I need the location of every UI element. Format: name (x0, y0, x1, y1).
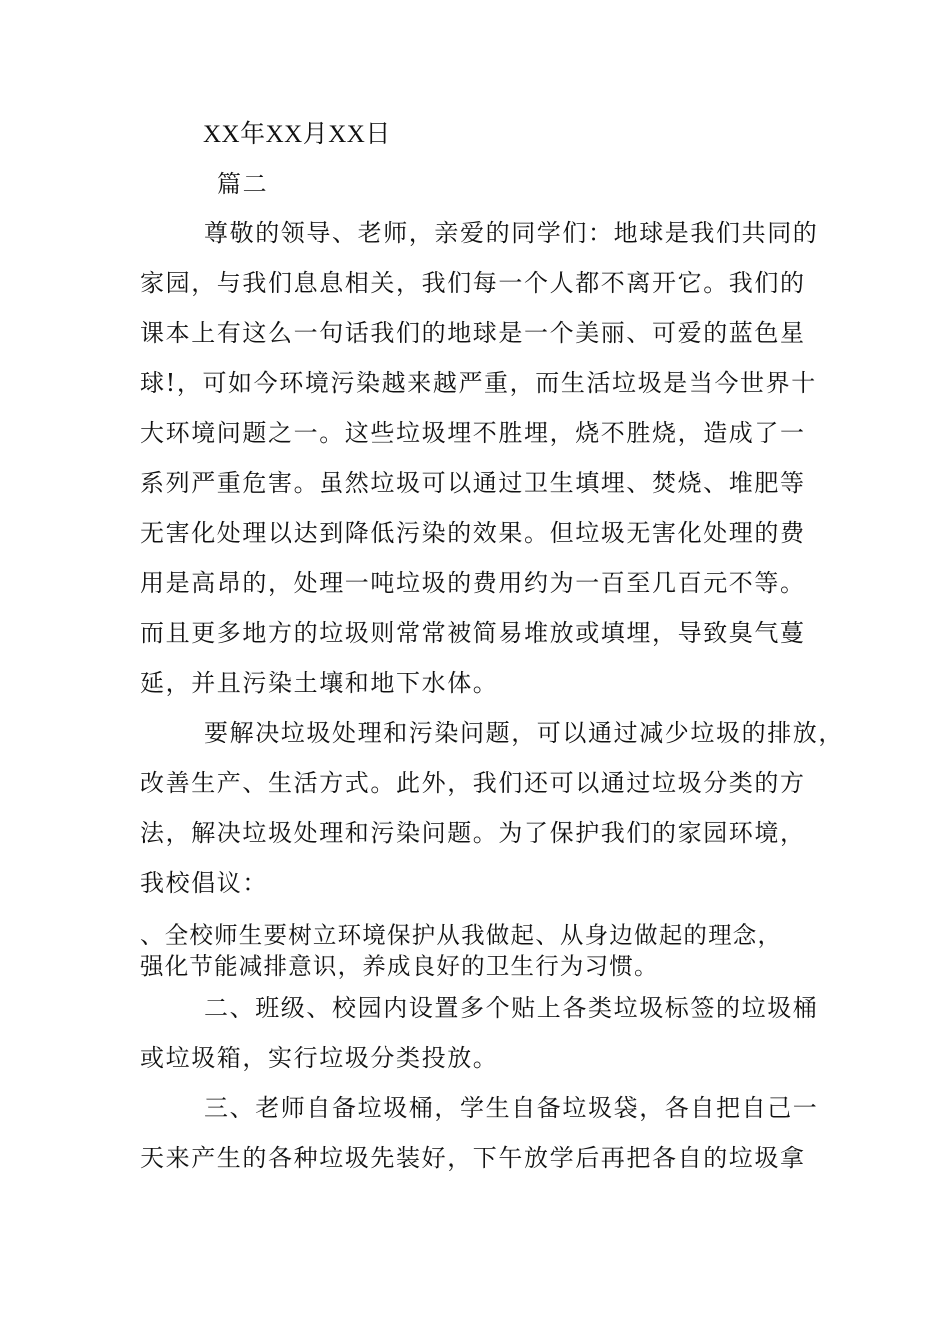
list-item-line: 、全校师生要树立环境保护从我做起、从身边做起的理念， (140, 921, 783, 949)
section-title: 篇二 (217, 170, 269, 198)
document-date: XX年XX月XX日 (203, 121, 391, 148)
paragraph-line: 大环境问题之一。这些垃圾埋不胜埋，烧不胜烧，造成了一 (140, 419, 806, 447)
paragraph-line: 课本上有这么一句话我们的地球是一个美丽、可爱的蓝色星 (140, 319, 806, 347)
paragraph-line: 用是高昂的，处理一吨垃圾的费用约为一百至几百元不等。 (140, 569, 806, 597)
list-item-line: 三、老师自备垃圾桶，学生自备垃圾袋，各自把自己一 (204, 1094, 819, 1122)
list-item-line: 天来产生的各种垃圾先装好，下午放学后再把各自的垃圾拿 (140, 1144, 806, 1172)
paragraph-line: 改善生产、生活方式。此外，我们还可以通过垃圾分类的方 (140, 769, 806, 797)
paragraph-line: 系列严重危害。虽然垃圾可以通过卫生填埋、焚烧、堆肥等 (140, 469, 806, 497)
paragraph-line: 我校倡议： (140, 869, 268, 897)
paragraph-line: 尊敬的领导、老师，亲爱的同学们：地球是我们共同的 (204, 219, 819, 247)
paragraph-line: 延，并且污染土壤和地下水体。 (140, 669, 499, 697)
list-item-line: 二、班级、校园内设置多个贴上各类垃圾标签的垃圾桶 (204, 994, 819, 1022)
paragraph-line: 家园，与我们息息相关，我们每一个人都不离开它。我们的 (140, 269, 806, 297)
paragraph-line: 要解决垃圾处理和污染问题，可以通过减少垃圾的排放， (204, 719, 844, 747)
paragraph-line: 球!，可如今环境污染越来越严重，而生活垃圾是当今世界十 (140, 369, 817, 397)
paragraph-line: 无害化处理以达到降低污染的效果。但垃圾无害化处理的费 (140, 519, 806, 547)
paragraph-line: 法，解决垃圾处理和污染问题。为了保护我们的家园环境， (140, 819, 806, 847)
list-item-line: 强化节能减排意识，养成良好的卫生行为习惯。 (140, 952, 659, 980)
list-item-line: 或垃圾箱，实行垃圾分类投放。 (140, 1044, 499, 1072)
paragraph-line: 而且更多地方的垃圾则常常被简易堆放或填埋，导致臭气蔓 (140, 619, 806, 647)
